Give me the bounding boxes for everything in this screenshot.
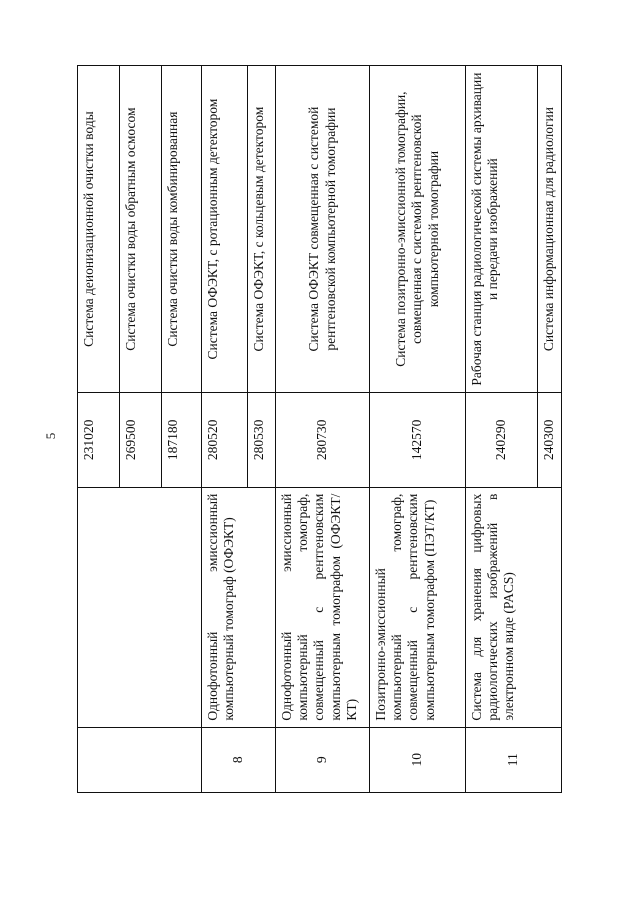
table-row: [276, 66, 370, 793]
equipment-name: [78, 487, 202, 727]
equipment-description: Рабочая станция радиологической системы архивации и передачи изображений: [466, 66, 538, 393]
equipment-table-rotated: [77, 65, 561, 793]
equipment-table: [77, 65, 562, 793]
equipment-description: Система деионизационной очистки воды: [78, 66, 120, 393]
nomenclature-code: 280520: [202, 393, 248, 488]
equipment-description: Система ОФЭКТ, с ротационным детектором: [202, 66, 248, 393]
nomenclature-code: 240300: [538, 393, 562, 488]
equipment-description: Система очистки воды обратным осмосом: [120, 66, 162, 393]
equipment-name: Однофотонный эмиссионный компьютерный томограф, совмещенный с рентгеновским компьютерным томографом (ОФЭКТ/КТ): [276, 487, 370, 727]
table-row: [370, 66, 466, 793]
equipment-description: Система ОФЭКТ, с кольцевым детектором: [248, 66, 276, 393]
equipment-description: Система ОФЭКТ совмещенная с системой рентгеновской компьютерной томографии: [276, 66, 370, 393]
nomenclature-code: 240290: [466, 393, 538, 488]
row-number: [78, 727, 202, 792]
equipment-description: Система очистки воды комбинированная: [162, 66, 202, 393]
row-number: 9: [276, 727, 370, 792]
nomenclature-code: 142570: [370, 393, 466, 488]
equipment-description: Система информационная для радиологии: [538, 66, 562, 393]
equipment-name: Однофотонный эмиссионный компьютерный томограф (ОФЭКТ): [202, 487, 276, 727]
table-row: [466, 66, 538, 793]
table-row: [202, 66, 248, 793]
nomenclature-code: 269500: [120, 393, 162, 488]
equipment-description: Система позитронно-эмиссионной томографии, совмещенная с системой рентгеновской компьютерной томографии: [370, 66, 466, 393]
equipment-name: Позитронно-эмиссионный компьютерный томограф, совмещенный с рентгеновским компьютерным томографом (ПЭТ/КТ): [370, 487, 466, 727]
table-row: [78, 66, 120, 793]
equipment-name: Система для хранения цифровых радиологических изображений в электронном виде (PACS): [466, 487, 562, 727]
page-number: 5: [43, 432, 58, 440]
nomenclature-code: 187180: [162, 393, 202, 488]
row-number: 10: [370, 727, 466, 792]
row-number: 11: [466, 727, 562, 792]
nomenclature-code: 231020: [78, 393, 120, 488]
row-number: 8: [202, 727, 276, 792]
nomenclature-code: 280730: [276, 393, 370, 488]
nomenclature-code: 280530: [248, 393, 276, 488]
equipment-table-wrap: [77, 65, 561, 793]
